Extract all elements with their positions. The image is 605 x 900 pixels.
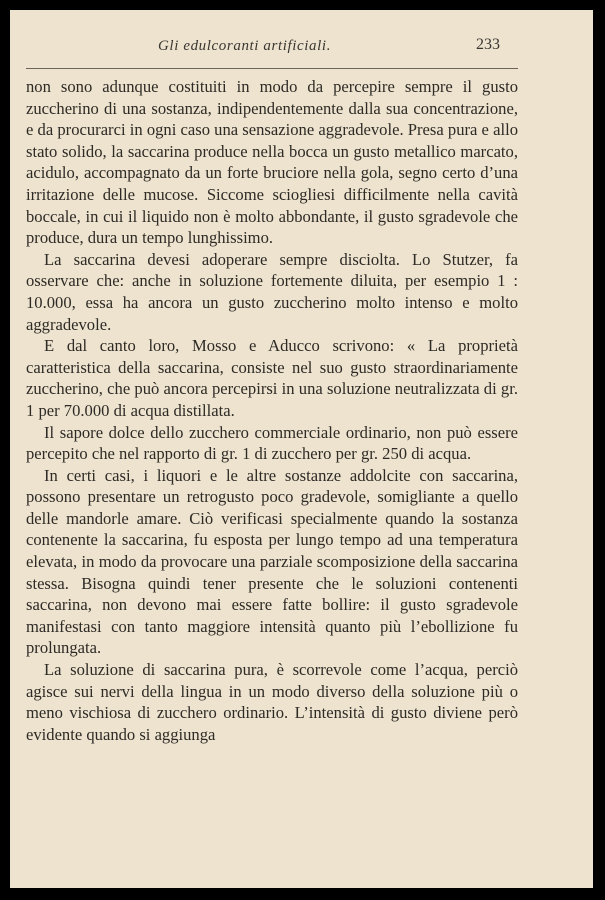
- page-header: [10, 36, 593, 60]
- paragraph: E dal canto loro, Mosso e Aducco scrivono: « La proprietà caratteristica della saccarina, consiste nel suo gusto straordinariamente zuccherino, che può ancora percepirsi in una soluzione neutralizzata di gr. 1 per 70.000 di acqua distillata.: [26, 336, 518, 420]
- paragraph: La soluzione di saccarina pura, è scorrevole come l’acqua, perciò agisce sui nervi della lingua in un modo diverso della soluzione più o meno vischiosa di zucchero ordinario. L’intensità di gusto diviene però evidente quando si aggiunga: [26, 660, 518, 744]
- paragraph: Il sapore dolce dello zucchero commerciale ordinario, non può essere percepito che nel rapporto di gr. 1 di zucchero per gr. 250 di acqua.: [26, 422, 518, 464]
- paragraph: La saccarina devesi adoperare sempre disciolta. Lo Stutzer, fa osservare che: anche in soluzione fortemente diluita, per esempio 1 : 10.000, essa ha ancora un gusto zuccherino molto intenso e molto aggradevole.: [26, 249, 518, 334]
- running-title: Gli edulcoranti artificiali.: [158, 38, 332, 54]
- page-number: 233: [476, 36, 500, 53]
- paragraph: In certi casi, i liquori e le altre sostanze addolcite con saccarina, possono presentare un retrogusto poco gradevole, somigliante a quello delle mandorle amare. Ciò verificasi specialmente quando la sostanza contenente la saccarina, fu esposta per lungo tempo ad una temperatura elevata, in modo da provocare una parziale scomposizione della saccarina stessa. Bisogna quindi tener presente che le soluzioni contenenti saccarina, non devono mai essere fatte bollire: il gusto sgradevole manifestasi con tanto maggiore intensità quanto più l’ebollizione fu prolungata.: [26, 465, 518, 658]
- paragraph: non sono adunque costituiti in modo da percepire sempre il gusto zuccherino di una sostanza, indipendentemente dalla sua concentrazione, e da procurarci in ogni caso una sensazione aggradevole. Presa pura e allo stato solido, la saccarina produce nella bocca un gusto metallico marcato, acidulo, accompagnato da un forte bruciore nella gola, segno certo d’una irritazione delle mucose. Siccome sciogliesi difficilmente nella cavità boccale, in cui il liquido non è molto abbondante, il gusto sgradevole che produce, dura un tempo lunghissimo.: [26, 77, 518, 248]
- header-rule: [26, 68, 518, 69]
- body-text: [26, 76, 518, 745]
- book-page: [10, 10, 593, 888]
